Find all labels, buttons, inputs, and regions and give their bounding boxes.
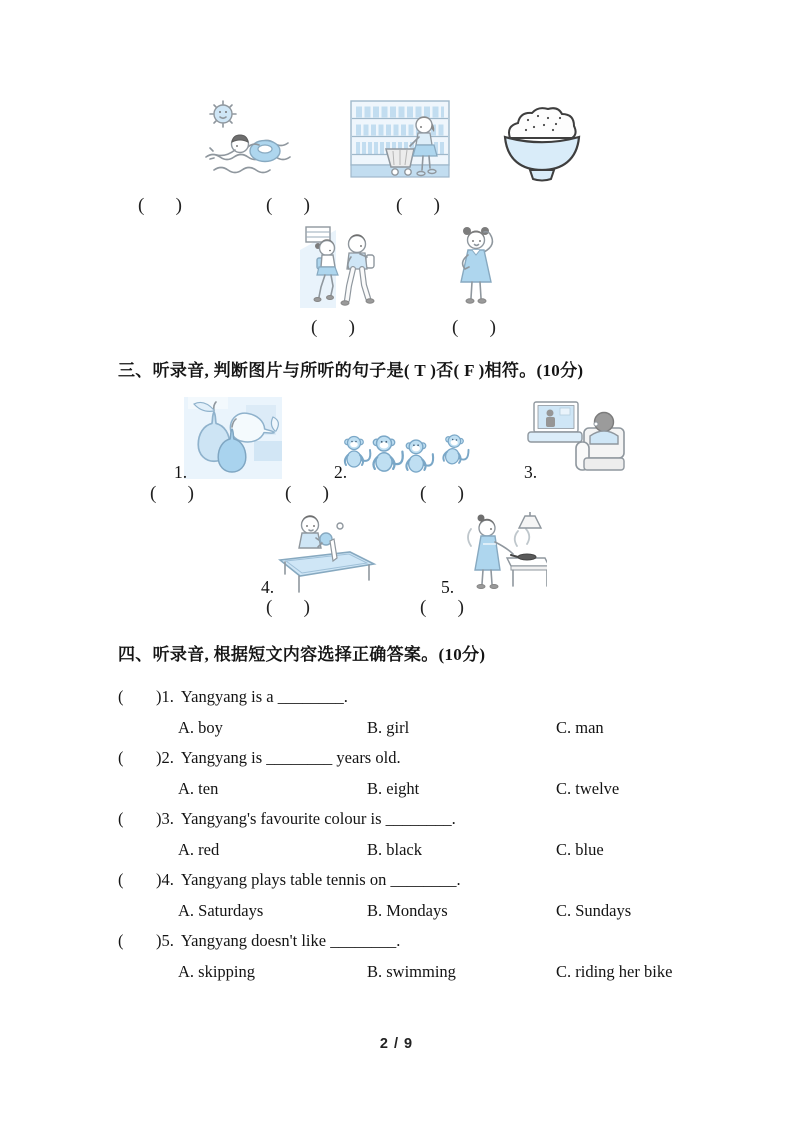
answer-bracket[interactable]: ( [118,687,124,706]
item-number: 5. [441,577,455,597]
answer-slot[interactable]: ( ) [150,483,194,504]
rice-bowl-image [498,100,586,191]
question-text: Yangyang is ________ years old. [180,748,401,767]
question-1-option-c[interactable]: C. man [556,718,604,737]
shopping-image [350,99,450,194]
answer-bracket[interactable]: ( [118,931,124,950]
answer-slot[interactable]: ( ) [396,195,440,216]
answer-slot[interactable]: ( ) [285,483,329,504]
item-number: 2. [334,462,348,482]
cooking-image [455,512,547,597]
answer-bracket[interactable]: ( [118,748,124,767]
question-1: ( )1. Yangyang is a ________. [118,687,348,706]
answer-slot[interactable]: ( ) [311,317,355,338]
answer-slot[interactable]: ( ) [420,597,464,618]
question-2-option-b[interactable]: B. eight [367,779,420,798]
question-5-option-b[interactable]: B. swimming [367,962,456,981]
item-number: 3. [524,462,538,482]
answer-slot[interactable]: ( ) [420,483,464,504]
monkeys-image [340,424,472,479]
question-text: Yangyang plays table tennis on ________. [180,870,461,889]
question-1-option-b[interactable]: B. girl [367,718,410,737]
answer-slot[interactable]: ( ) [452,317,496,338]
question-4-option-c[interactable]: C. Sundays [556,901,632,920]
question-text: Yangyang doesn't like ________. [180,931,401,950]
question-4-option-a[interactable]: A. Saturdays [178,901,264,920]
answer-slot[interactable]: ( ) [138,195,182,216]
question-3-option-a[interactable]: A. red [178,840,220,859]
question-3: ( )3. Yangyang's favourite colour is ________. [118,809,456,828]
question-4: ( )4. Yangyang plays table tennis on ________. [118,870,461,889]
pears-image [184,397,282,484]
item-number: 4. [261,577,275,597]
answer-bracket[interactable]: ( [118,870,124,889]
answer-bracket[interactable]: ( [118,809,124,828]
question-text: Yangyang's favourite colour is ________. [180,809,456,828]
question-text: Yangyang is a ________. [180,687,348,706]
question-3-option-b[interactable]: B. black [367,840,422,859]
sun-icon [210,101,236,127]
watching-tv-image [526,400,626,485]
section-3-heading: 三、听录音, 判断图片与所听的句子是( T )否( F )相符。(10分) [118,361,584,380]
swimming-image [202,97,302,187]
question-5-option-c[interactable]: C. riding her bike [556,962,673,981]
page-number: 2 / 9 [379,1036,414,1052]
question-3-option-c[interactable]: C. blue [556,840,604,859]
answer-slot[interactable]: ( ) [266,597,310,618]
item-number: 1. [174,462,188,482]
answer-slot[interactable]: ( ) [266,195,310,216]
question-4-option-b[interactable]: B. Mondays [367,901,448,920]
question-2-option-c[interactable]: C. twelve [556,779,620,798]
stretching-girl-image [450,224,504,313]
question-1-option-a[interactable]: A. boy [178,718,223,737]
question-5: ( )5. Yangyang doesn't like ________. [118,931,401,950]
question-5-option-a[interactable]: A. skipping [178,962,256,981]
question-2-option-a[interactable]: A. ten [178,779,219,798]
table-tennis-image [276,512,380,601]
walking-children-image [300,224,392,313]
section-4-heading: 四、听录音, 根据短文内容选择正确答案。(10分) [118,645,486,664]
question-2: ( )2. Yangyang is ________ years old. [118,748,401,767]
